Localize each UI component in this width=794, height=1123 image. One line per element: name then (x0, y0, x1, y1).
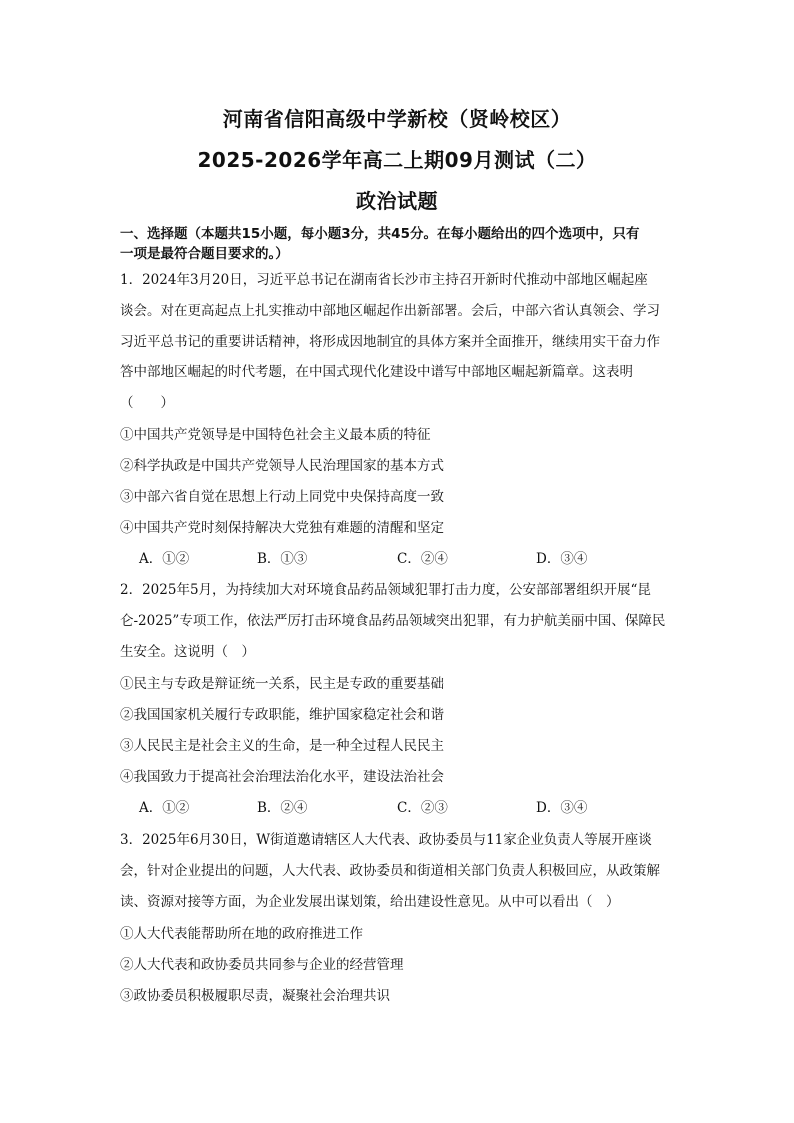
statement-4: ④我国致力于提高社会治理法治化水平，建设法治社会 (120, 769, 444, 785)
subject-title: 政治试题 (356, 189, 438, 213)
question-stem-line: 2．2025年5月，为持续加大对环境食品药品领域犯罪打击力度，公安部部署组织开展“昆 (120, 582, 651, 598)
statement-3: ③政协委员积极履职尽责，凝聚社会治理共识 (120, 988, 390, 1004)
statement-1: ①人大代表能帮助所在地的政府推进工作 (120, 926, 363, 942)
option-c[interactable]: C．②④ (397, 551, 448, 567)
question-stem-line: 1．2024年3月20日，习近平总书记在湖南省长沙市主持召开新时代推动中部地区崛起座 (120, 272, 648, 288)
section-header-line2: 一项是最符合题目要求的。） (120, 246, 289, 262)
statement-1: ①中国共产党领导是中国特色社会主义最本质的特征 (120, 427, 431, 443)
question-stem-line: 谈会。对在更高起点上扎实推动中部地区崛起作出新部署。会后，中部六省认真领会、学习 (120, 303, 660, 319)
option-c[interactable]: C．②③ (397, 800, 448, 816)
statement-4: ④中国共产党时刻保持解决大党独有难题的清醒和坚定 (120, 520, 444, 536)
question-stem-line: 生安全。这说明（ ） (120, 644, 255, 660)
exam-title: 2025-2026学年高二上期09月测试（二） (197, 148, 597, 172)
statement-2: ②人大代表和政协委员共同参与企业的经营管理 (120, 957, 404, 973)
section-header-line1: 一、选择题（本题共15小题，每小题3分，共45分。在每小题给出的四个选项中，只有 (120, 226, 640, 242)
option-b[interactable]: B．②④ (257, 800, 308, 816)
question-stem-line: 仑-2025”专项工作，依法严厉打击环境食品药品领域突出犯罪，有力护航美丽中国、保障民 (120, 613, 666, 629)
option-d[interactable]: D．③④ (536, 800, 588, 816)
option-a[interactable]: A．①② (139, 551, 190, 567)
question-stem-line: 读、资源对接等方面，为企业发展出谋划策，给出建设性意见。从中可以看出（ ） (120, 894, 620, 910)
question-stem-line: 习近平总书记的重要讲话精神，将形成因地制宜的具体方案并全面推开，继续用实干奋力作 (120, 334, 660, 350)
school-title: 河南省信阳高级中学新校（贤岭校区） (222, 107, 572, 131)
option-b[interactable]: B．①③ (257, 551, 308, 567)
statement-2: ②科学执政是中国共产党领导人民治理国家的基本方式 (120, 458, 444, 474)
statement-3: ③中部六省自觉在思想上行动上同党中央保持高度一致 (120, 489, 444, 505)
statement-1: ①民主与专政是辩证统一关系，民主是专政的重要基础 (120, 676, 444, 692)
statement-2: ②我国国家机关履行专政职能，维护国家稳定社会和谐 (120, 707, 444, 723)
question-stem-line: 答中部地区崛起的时代考题，在中国式现代化建设中谱写中部地区崛起新篇章。这表明 (120, 364, 633, 380)
option-d[interactable]: D．③④ (536, 551, 588, 567)
option-a[interactable]: A．①② (139, 800, 190, 816)
statement-3: ③人民民主是社会主义的生命，是一种全过程人民民主 (120, 738, 444, 754)
question-stem-line: 3．2025年6月30日，W街道邀请辖区人大代表、政协委员与11家企业负责人等展开座谈 (120, 832, 652, 848)
answer-blank: （ ） (120, 395, 174, 411)
question-stem-line: 会，针对企业提出的问题，人大代表、政协委员和街道相关部门负责人积极回应，从政策解 (120, 863, 660, 879)
